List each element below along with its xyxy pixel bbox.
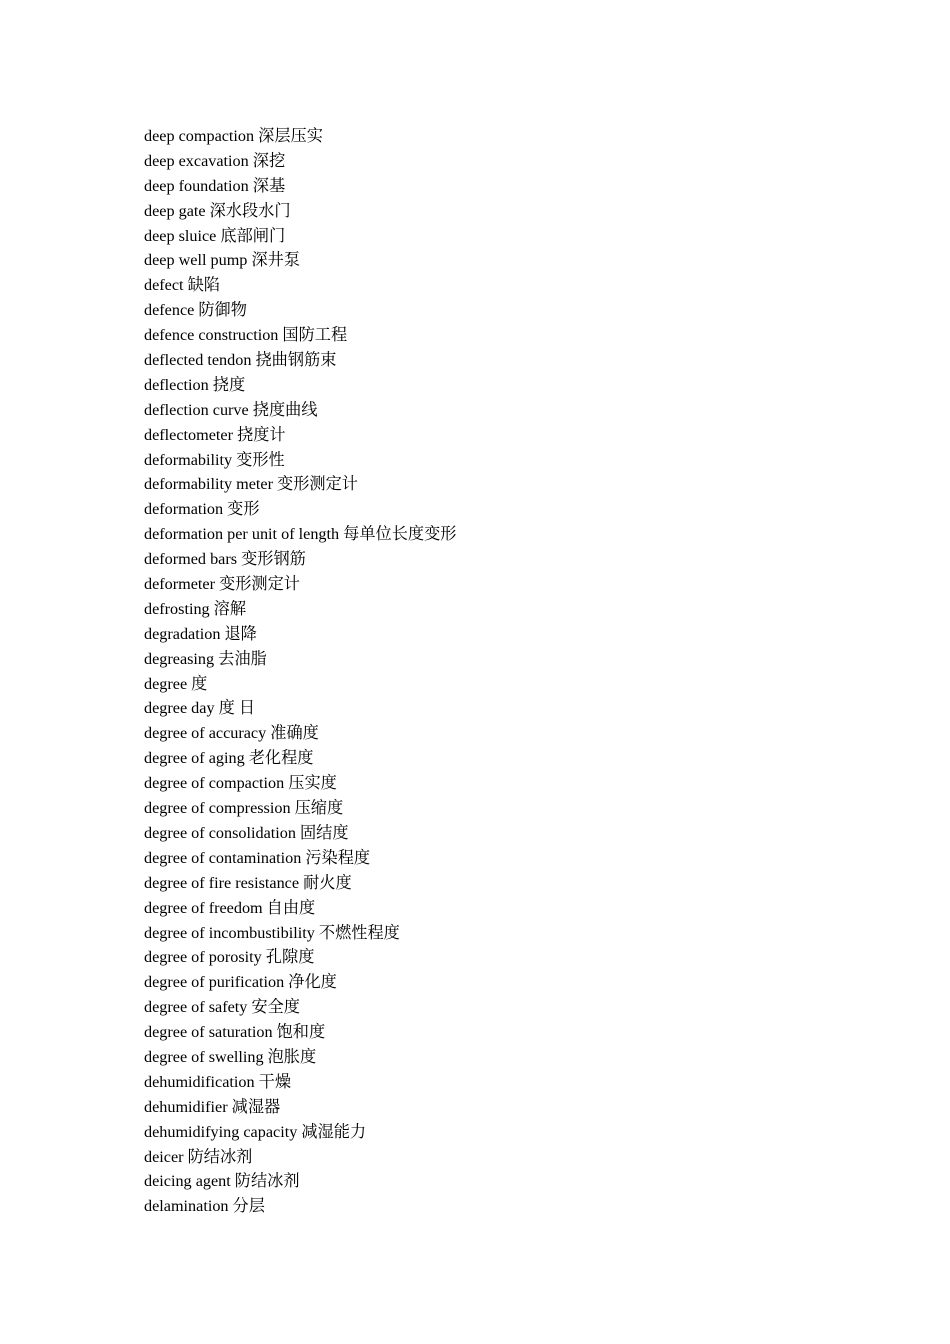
glossary-entry: degree day 度 日: [144, 699, 256, 718]
glossary-entry: deep gate 深水段水门: [144, 201, 291, 220]
glossary-entry: degree of swelling 泡胀度: [144, 1047, 317, 1066]
glossary-entry: degree of consolidation 固结度: [144, 823, 349, 842]
glossary-entry: degree of saturation 饱和度: [144, 1023, 326, 1042]
glossary-entry: degree of purification 净化度: [144, 973, 337, 992]
glossary-entry: degree of incombustibility 不燃性程度: [144, 923, 400, 942]
glossary-entry: delamination 分层: [144, 1197, 265, 1216]
glossary-entry: deformability 变形性: [144, 450, 285, 469]
glossary-entry: degradation 退降: [144, 624, 257, 643]
glossary-entry: deep excavation 深挖: [144, 151, 286, 170]
glossary-entry: dehumidifying capacity 减湿能力: [144, 1122, 367, 1141]
glossary-entry: deformation 变形: [144, 500, 260, 519]
glossary-entry: deflectometer 挠度计: [144, 425, 286, 444]
glossary-entry: degree of safety 安全度: [144, 998, 300, 1017]
glossary-entry: deflection curve 挠度曲线: [144, 400, 318, 419]
glossary-entry: deformation per unit of length 每单位长度变形: [144, 525, 457, 544]
glossary-entry: deep compaction 深层压实: [144, 127, 323, 145]
glossary-entry: dehumidification 干燥: [144, 1072, 292, 1091]
glossary-entry: deicer 防结冰剂: [144, 1147, 253, 1166]
glossary-entry: deep foundation 深基: [144, 176, 286, 195]
glossary-entry: defect 缺陷: [144, 276, 220, 295]
glossary-entry: degree of freedom 自由度: [144, 898, 316, 917]
glossary-entry: degree 度: [144, 674, 208, 693]
glossary-entry: degreasing 去油脂: [144, 649, 267, 668]
glossary-entry: degree of porosity 孔隙度: [144, 948, 315, 967]
glossary-entry: dehumidifier 减湿器: [144, 1097, 281, 1116]
glossary-entry: deflection 挠度: [144, 375, 246, 394]
glossary-entry: deicing agent 防结冰剂: [144, 1172, 300, 1191]
glossary-entry: deep sluice 底部闸门: [144, 226, 286, 245]
glossary-entry: deep well pump 深井泵: [144, 251, 301, 270]
glossary-entry: deformed bars 变形钢筋: [144, 550, 306, 569]
glossary-entry: degree of compression 压缩度: [144, 799, 344, 818]
glossary-entry: deformeter 变形测定计: [144, 575, 300, 594]
glossary-entry: defrosting 溶解: [144, 599, 247, 618]
glossary-entry: deformability meter 变形测定计: [144, 475, 358, 494]
glossary-entry: degree of compaction 压实度: [144, 774, 337, 793]
glossary-entry: degree of fire resistance 耐火度: [144, 873, 352, 892]
glossary-entry: degree of accuracy 准确度: [144, 724, 319, 743]
glossary-entry: defence 防御物: [144, 301, 247, 320]
glossary-entry: degree of contamination 污染程度: [144, 848, 371, 867]
glossary-entry: defence construction 国防工程: [144, 326, 348, 345]
glossary-entry: degree of aging 老化程度: [144, 749, 314, 768]
glossary-entry: deflected tendon 挠曲钢筋束: [144, 351, 337, 370]
glossary-list: [144, 124, 456, 1219]
